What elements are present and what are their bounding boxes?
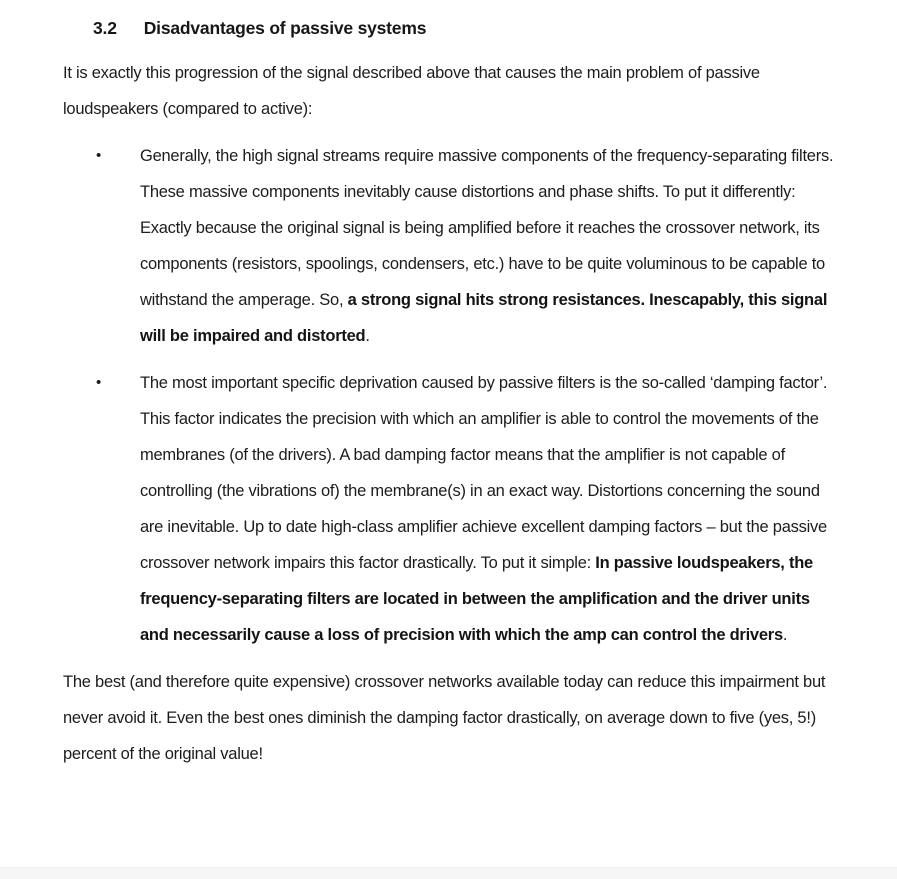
page-bottom-edge <box>0 867 897 879</box>
bold-text-run: a strong signal hits strong resistances. Inescapably, this signal will be impaired and distorted <box>140 291 828 345</box>
text-run: The best (and therefore quite expensive) crossover networks available today can reduce this impairment but never avoid it. Even the best ones diminish the damping factor drastically, on average down to five (yes, 5!) percent of the original value! <box>63 673 826 763</box>
text-run: Generally, the high signal streams require massive components of the frequency-separating filters. These massive components inevitably cause distortions and phase shifts. To put it differently: Exactly because the original signal is being amplified before it reaches the crossover network, its components (resistors, spoolings, condensers, etc.) have to be quite voluminous to be capable to withstand the amperage. So, <box>140 147 834 309</box>
bullet-marker: • <box>96 374 102 391</box>
intro-paragraph <box>63 55 842 127</box>
text-run: . <box>365 327 370 345</box>
text-run: The most important specific deprivation caused by passive filters is the so-called ‘damping factor’. This factor indicates the precision with which an amplifier is able to control the movements of the membranes (of the drivers). A bad damping factor means that the amplifier is not capable of controlling (the vibrations of) the membrane(s) in an exact way. Distortions concerning the sound are inevitable. Up to date high-class amplifier achieve excellent damping factors – but the passive crossover network impairs this factor drastically. To put it simple: <box>140 374 828 572</box>
closing-paragraph <box>63 664 842 772</box>
section-number: 3.2 <box>93 18 117 38</box>
bullet-text <box>140 147 833 345</box>
bullet-marker: • <box>96 147 102 164</box>
bullet-text <box>140 374 827 644</box>
section-title: Disadvantages of passive systems <box>143 18 427 38</box>
section-heading <box>93 18 842 39</box>
bullet-list <box>63 138 842 653</box>
list-item <box>63 138 842 354</box>
bold-text-run: In passive loudspeakers, the frequency-separating filters are located in between the amplification and the driver units and necessarily cause a loss of precision with which the amp can control the drivers <box>140 554 813 644</box>
list-item <box>63 365 842 653</box>
text-run: It is exactly this progression of the signal described above that causes the main problem of passive loudspeakers (compared to active): <box>63 64 760 118</box>
text-run: . <box>782 626 788 644</box>
